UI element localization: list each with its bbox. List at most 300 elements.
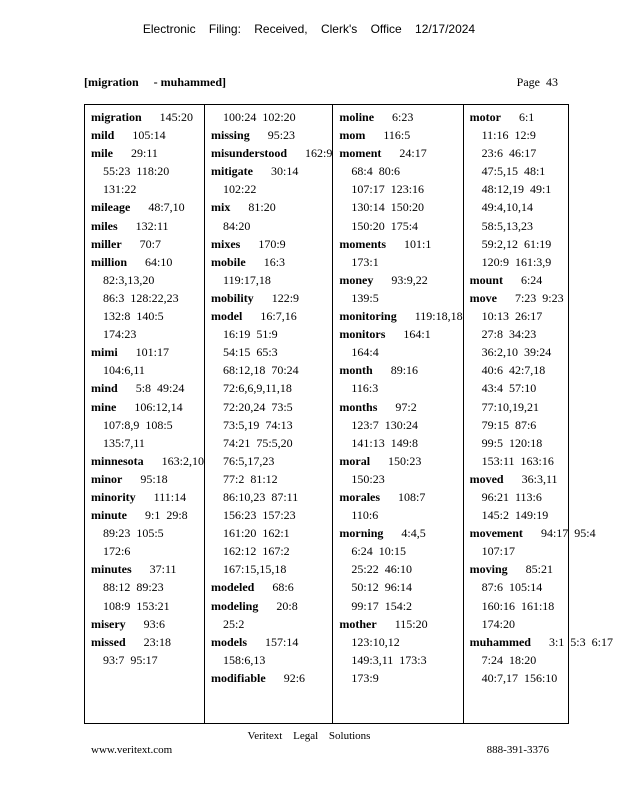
index-entry	[91, 398, 204, 452]
page-line-ref: 54:15 65:3	[223, 345, 278, 360]
page-line-ref: 164:4	[351, 345, 379, 360]
index-entry	[339, 488, 462, 524]
term-row	[211, 162, 332, 180]
term-row	[211, 633, 332, 651]
term-gap	[503, 273, 521, 287]
index-term: mild	[91, 128, 115, 143]
index-entry	[91, 506, 204, 560]
index-entry	[91, 452, 204, 470]
term-row	[470, 524, 613, 542]
index-entry	[339, 524, 462, 614]
page-line-ref: 43:4 57:10	[481, 381, 537, 396]
filing-stamp: Electronic Filing: Received, Clerk's Office 12/17/2024	[142, 22, 476, 36]
term-gap	[385, 327, 403, 341]
page-line-ref: 95:23	[267, 128, 296, 143]
index-entry	[470, 470, 613, 524]
page-line-ref: 50:12 96:14	[351, 580, 413, 595]
page-line-ref: 30:14	[271, 164, 299, 179]
index-term: mixes	[211, 236, 241, 251]
term-gap	[254, 291, 272, 305]
index-term: migration	[91, 110, 142, 124]
term-gap	[118, 345, 136, 359]
index-entry	[211, 669, 332, 687]
index-entry	[91, 235, 204, 253]
page-line-ref: 23:6 46:17	[481, 146, 537, 161]
term-row	[470, 470, 613, 488]
page-line-ref: 162:9	[305, 146, 333, 161]
term-row	[211, 669, 332, 687]
index-entry	[339, 126, 462, 144]
index-term: mom	[339, 128, 366, 143]
term-row	[211, 578, 332, 596]
footer-website: www.veritext.com	[91, 744, 173, 756]
term-row	[339, 235, 462, 253]
term-gap	[142, 110, 160, 124]
index-entry	[211, 289, 332, 307]
term-row	[470, 271, 613, 289]
index-term: mileage	[91, 200, 131, 215]
term-gap	[113, 146, 131, 160]
index-entry	[339, 271, 462, 307]
page-line-ref: 6:24	[520, 272, 543, 287]
page-line-ref: 48:7,10	[148, 200, 185, 215]
index-entry	[211, 633, 332, 669]
page-line-ref: 101:1	[404, 236, 432, 251]
term-row	[91, 144, 204, 162]
index-term: misery	[91, 616, 126, 631]
index-term: movement	[469, 526, 523, 541]
term-row	[339, 271, 462, 289]
page-line-ref: 130:14 150:20	[351, 200, 425, 215]
page-line-ref: 139:5	[351, 290, 379, 305]
term-gap	[253, 164, 271, 178]
term-row	[339, 108, 462, 126]
page-line-ref: 79:15 87:6	[481, 417, 537, 432]
term-gap	[118, 219, 136, 233]
index-entry	[339, 235, 462, 271]
term-row	[211, 253, 332, 271]
term-gap	[246, 255, 264, 269]
page-line-ref: 93:7 95:17	[103, 652, 158, 667]
term-row	[211, 144, 332, 162]
page-line-ref: 145:20	[159, 110, 194, 124]
page-line-ref: 68:12,18 70:24	[223, 363, 299, 378]
page-line-ref: 96:21 113:6	[481, 489, 542, 504]
index-entry	[91, 144, 204, 198]
term-gap	[380, 490, 398, 504]
term-gap	[116, 400, 134, 414]
term-row	[91, 506, 204, 524]
index-entry	[91, 126, 204, 144]
page-line-ref: 84:20	[223, 218, 251, 233]
term-gap	[126, 635, 144, 649]
page-line-ref: 105:14	[132, 128, 166, 143]
index-entry	[470, 271, 613, 289]
page-line-ref: 85:21	[525, 562, 553, 577]
index-term: minute	[91, 508, 127, 523]
page-line-ref: 123:7 130:24	[351, 417, 419, 432]
term-row	[91, 615, 204, 633]
page-line-ref: 94:17 95:4	[540, 526, 596, 541]
page-line-ref: 163:2,10	[161, 453, 205, 468]
index-term: models	[211, 634, 248, 649]
index-term: modeling	[211, 598, 259, 613]
term-gap	[497, 291, 515, 305]
index-term: mount	[469, 272, 503, 287]
index-column-2	[204, 105, 332, 723]
term-gap	[127, 255, 145, 269]
index-entry	[211, 126, 332, 144]
index-column-1	[85, 105, 204, 723]
term-row	[91, 343, 204, 361]
index-entry	[470, 108, 613, 271]
page-line-ref: 150:20 175:4	[351, 218, 419, 233]
page-line-ref: 173:1	[351, 254, 379, 269]
page-line-ref: 76:5,17,23	[223, 453, 275, 468]
index-entry	[211, 307, 332, 578]
term-gap	[377, 400, 395, 414]
term-gap	[258, 599, 276, 613]
term-gap	[127, 508, 145, 522]
index-term: months	[339, 399, 378, 414]
page-line-ref: 36:2,10 39:24	[481, 345, 552, 360]
page-line-ref: 68:6	[272, 580, 294, 595]
page-line-ref: 27:8 34:23	[481, 327, 537, 342]
index-entry	[211, 235, 332, 253]
page-line-ref: 73:5,19 74:13	[223, 417, 293, 432]
term-row	[91, 253, 204, 271]
page-line-ref: 108:9 153:21	[103, 598, 170, 613]
page-line-ref: 132:8 140:5	[103, 309, 164, 324]
index-term: minor	[91, 471, 123, 486]
term-gap	[365, 128, 383, 142]
page-line-ref: 16:7,16	[260, 309, 297, 324]
term-row	[91, 198, 204, 216]
page-line-ref: 107:17	[481, 544, 515, 559]
index-entry	[91, 488, 204, 506]
page-line-ref: 16:19 51:9	[223, 327, 278, 342]
index-entry	[339, 452, 462, 488]
index-term: month	[339, 363, 373, 378]
page-line-ref: 77:2 81:12	[223, 471, 278, 486]
footer-company: Veritext Legal Solutions	[247, 730, 371, 742]
page-line-ref: 174:20	[481, 616, 515, 631]
index-term: modeled	[211, 580, 255, 595]
term-gap	[523, 526, 541, 540]
index-term: muhammed	[469, 634, 531, 649]
index-entry	[91, 253, 204, 343]
index-column-4	[463, 105, 613, 723]
term-gap	[531, 635, 549, 649]
page-line-ref: 40:6 42:7,18	[481, 363, 546, 378]
page-line-ref: 100:24 102:20	[223, 110, 296, 124]
index-entry	[91, 217, 204, 235]
term-gap	[381, 146, 399, 160]
page-line-ref: 150:23	[388, 453, 422, 468]
index-term: mine	[91, 399, 117, 414]
index-entry	[339, 361, 462, 397]
term-row	[339, 361, 462, 379]
page-line-ref: 3:1 5:3 6:17	[548, 634, 613, 649]
term-row	[211, 289, 332, 307]
index-entry	[339, 325, 462, 361]
term-row	[91, 488, 204, 506]
term-row	[91, 560, 204, 578]
page-line-ref: 64:10	[145, 254, 173, 269]
term-row	[91, 126, 204, 144]
index-term: money	[339, 272, 374, 287]
term-gap	[122, 472, 140, 486]
index-term: minnesota	[91, 453, 144, 468]
page-line-ref: 167:15,15,18	[223, 562, 287, 577]
index-term: moving	[469, 562, 508, 577]
page-line-ref: 10:13 26:17	[481, 309, 543, 324]
page-line-ref: 149:3,11 173:3	[351, 652, 427, 667]
page-line-ref: 123:10,12	[351, 634, 400, 649]
page-line-ref: 95:18	[140, 471, 168, 486]
index-term: miller	[91, 236, 122, 251]
index-term: mimi	[91, 345, 118, 360]
page-line-ref: 40:7,17 156:10	[481, 670, 558, 685]
term-row	[91, 235, 204, 253]
index-term: morales	[339, 489, 381, 504]
term-row	[470, 633, 613, 651]
term-gap	[132, 562, 150, 576]
term-gap	[508, 562, 526, 576]
term-gap	[230, 200, 248, 214]
term-row	[470, 560, 613, 578]
term-row	[339, 144, 462, 162]
term-gap	[373, 273, 391, 287]
index-entry	[339, 398, 462, 452]
term-gap	[373, 363, 391, 377]
page-line-ref: 47:5,15 48:1	[481, 164, 546, 179]
index-entry	[91, 379, 204, 397]
term-gap	[144, 454, 162, 468]
page-line-ref: 106:12,14	[134, 399, 183, 414]
index-term: moral	[339, 453, 371, 468]
page-line-ref: 158:6,13	[223, 652, 266, 667]
term-gap	[266, 671, 284, 685]
index-term: mile	[91, 146, 113, 161]
index-entry	[470, 633, 613, 687]
page-line-ref: 119:18,18	[414, 309, 463, 324]
page-line-ref: 164:1	[403, 327, 431, 342]
page-line-ref: 11:16 12:9	[481, 128, 536, 143]
word-index-table	[84, 104, 613, 724]
page-line-ref: 110:6	[351, 508, 379, 523]
term-row	[339, 398, 462, 416]
page-line-ref: 89:16	[390, 363, 419, 378]
term-gap	[370, 454, 388, 468]
page-line-ref: 29:11	[131, 146, 158, 161]
index-term: moments	[339, 236, 387, 251]
term-row	[339, 488, 462, 506]
index-entry	[211, 198, 332, 234]
term-row	[339, 126, 462, 144]
page-line-ref: 74:21 75:5,20	[223, 435, 293, 450]
page-line-ref: 173:9	[351, 670, 379, 685]
page-line-ref: 99:5 120:18	[481, 435, 543, 450]
page-line-ref: 107:8,9 108:5	[103, 417, 173, 432]
term-row	[211, 307, 332, 325]
term-gap	[397, 309, 415, 323]
term-gap	[504, 472, 522, 486]
index-entry	[91, 198, 204, 216]
term-row	[91, 633, 204, 651]
index-entry	[339, 615, 462, 687]
index-entry	[470, 560, 613, 632]
page-line-ref: 108:7	[398, 489, 426, 504]
page-line-ref: 161:20 162:1	[223, 526, 290, 541]
index-term: moment	[339, 146, 382, 161]
term-row	[339, 307, 462, 325]
page-line-ref: 120:9 161:3,9	[481, 254, 552, 269]
page-line-ref: 49:4,10,14	[481, 200, 533, 215]
term-gap	[247, 635, 265, 649]
term-row	[91, 470, 204, 488]
page-line-ref: 119:17,18	[223, 272, 271, 287]
index-entry	[211, 162, 332, 198]
page-line-ref: 7:24 18:20	[481, 652, 537, 667]
term-gap	[240, 237, 258, 251]
term-row	[211, 235, 332, 253]
index-term: mobile	[211, 254, 246, 269]
index-term: move	[469, 290, 497, 305]
term-gap	[501, 110, 519, 124]
term-row	[91, 452, 204, 470]
page-line-ref: 59:2,12 61:19	[481, 236, 552, 251]
page-line-ref: 24:17	[399, 146, 427, 161]
index-term: motor	[469, 110, 501, 124]
index-entry	[91, 615, 204, 633]
footer-phone: 888-391-3376	[486, 744, 549, 756]
page-line-ref: 48:12,19 49:1	[481, 182, 552, 197]
page-line-ref: 20:8	[276, 598, 298, 613]
page-line-ref: 82:3,13,20	[103, 272, 155, 287]
index-entry	[211, 108, 332, 126]
page-line-ref: 115:20	[394, 616, 428, 631]
page-line-ref: 23:18	[143, 634, 172, 649]
page-line-ref: 55:23 118:20	[103, 164, 170, 179]
term-gap	[254, 580, 272, 594]
page-line-ref: 107:17 123:16	[351, 182, 425, 197]
index-term: moline	[339, 110, 375, 124]
index-term: moved	[469, 471, 504, 486]
index-term: morning	[339, 526, 384, 541]
index-term: mobility	[211, 290, 254, 305]
page-line-ref: 6:1	[518, 110, 535, 124]
page-line-ref: 36:3,11	[521, 471, 558, 486]
term-row	[470, 289, 613, 307]
term-row	[91, 398, 204, 416]
page-line-ref: 99:17 154:2	[351, 598, 413, 613]
page-line-ref: 7:23 9:23	[514, 290, 564, 305]
index-range-label: [migration - muhammed]	[84, 75, 226, 89]
term-row	[339, 452, 462, 470]
index-entry	[91, 560, 204, 614]
index-term: monitoring	[339, 309, 397, 324]
page-number: Page 43	[516, 75, 558, 89]
page-line-ref: 132:11	[135, 218, 169, 233]
page-line-ref: 87:6 105:14	[481, 580, 543, 595]
page-line-ref: 86:10,23 87:11	[223, 489, 299, 504]
term-row	[339, 325, 462, 343]
page-line-ref: 97:2	[395, 399, 417, 414]
index-term: modifiable	[211, 670, 266, 685]
page-line-ref: 93:9,22	[391, 272, 428, 287]
page-line-ref: 25:22 46:10	[351, 562, 413, 577]
term-row	[339, 615, 462, 633]
term-gap	[374, 110, 392, 124]
page-line-ref: 141:13 149:8	[351, 435, 419, 450]
page-line-ref: 122:9	[271, 290, 300, 305]
page-line-ref: 135:7,11	[103, 435, 145, 450]
term-gap	[118, 381, 136, 395]
page-line-ref: 170:9	[258, 236, 286, 251]
page-line-ref: 5:8 49:24	[135, 381, 185, 396]
index-term: mind	[91, 381, 118, 396]
index-term: mix	[211, 200, 231, 215]
page-line-ref: 77:10,19,21	[481, 399, 539, 414]
term-row	[91, 379, 204, 397]
term-gap	[250, 128, 268, 142]
index-entry	[211, 144, 332, 162]
page-line-ref: 6:24 10:15	[351, 544, 407, 559]
term-row	[91, 217, 204, 235]
page-line-ref: 174:23	[103, 327, 137, 342]
page-line-ref: 9:1 29:8	[145, 508, 188, 523]
page-line-ref: 6:23	[392, 110, 414, 124]
page-line-ref: 16:3	[263, 254, 286, 269]
term-gap	[287, 146, 305, 160]
term-row	[211, 597, 332, 615]
term-gap	[122, 237, 140, 251]
page-line-ref: 68:4 80:6	[351, 164, 401, 179]
index-term: minority	[91, 489, 136, 504]
page-line-ref: 92:6	[283, 670, 306, 685]
page-line-ref: 70:7	[139, 236, 161, 251]
term-row	[339, 524, 462, 542]
index-entry	[91, 470, 204, 488]
page-line-ref: 116:3	[351, 381, 379, 396]
page-line-ref: 102:22	[223, 182, 257, 197]
term-gap	[136, 490, 154, 504]
index-term: misunderstood	[211, 146, 288, 161]
index-entry	[211, 253, 332, 289]
index-term: mitigate	[211, 164, 253, 179]
index-entry	[470, 524, 613, 560]
index-column-3	[332, 105, 462, 723]
term-row	[91, 108, 204, 126]
page-line-ref: 157:14	[265, 634, 299, 649]
index-term: million	[91, 254, 128, 269]
page-line-ref: 162:12 167:2	[223, 544, 290, 559]
term-gap	[383, 526, 401, 540]
term-gap	[242, 309, 260, 323]
index-entry	[91, 108, 204, 126]
term-gap	[126, 617, 144, 631]
page-line-ref: 58:5,13,23	[481, 218, 533, 233]
term-gap	[377, 617, 395, 631]
page-line-ref: 88:12 89:23	[103, 580, 164, 595]
page-line-ref: 93:6	[143, 616, 165, 631]
index-entry	[211, 597, 332, 633]
page-line-ref: 37:11	[149, 562, 177, 577]
page-line-ref: 111:14	[153, 489, 187, 504]
index-term: monitors	[339, 327, 386, 342]
index-term: model	[211, 309, 243, 324]
